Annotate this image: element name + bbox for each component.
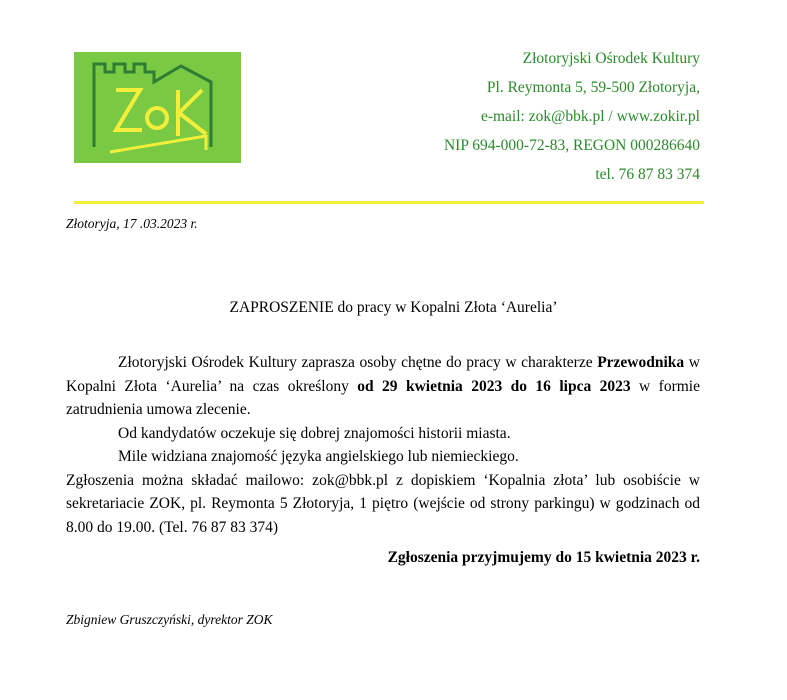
contact-block [444, 44, 700, 189]
p1-bold-role: Przewodnika [597, 354, 685, 371]
org-name: Złotoryjski Ośrodek Kultury [522, 50, 700, 67]
paragraph-applications: Zgłoszenia można składać mailowo: zok@bbk.pl z dopiskiem ‘Kopalnia złota’ lub osobiście w sekretariacie ZOK, pl. Reymonta 5 Złotoryja, 1 piętro (wejście od strony parkingu) w godzinach od 8.00 do 19.00. (Tel. 76 87 83 374) [66, 471, 700, 536]
zok-logo [74, 52, 241, 163]
letter-date: Złotoryja, 17 .03.2023 r. [66, 216, 198, 231]
header-divider [74, 201, 704, 204]
org-ids: NIP 694-000-72-83, REGON 000286640 [443, 137, 700, 154]
deadline: Zgłoszenia przyjmujemy do 15 kwietnia 2023 r. [387, 549, 700, 566]
p1-text-2: w Kopalni Złota ‘Aurelia’ na czas określony [66, 354, 700, 395]
org-phone: tel. 76 87 83 374 [595, 166, 700, 183]
letter-body [66, 351, 700, 570]
org-email-web: e-mail: zok@bbk.pl / www.zokir.pl [480, 108, 700, 125]
paragraph-requirements: Od kandydatów oczekuje się dobrej znajomości historii miasta. [118, 424, 511, 442]
paragraph-languages: Mile widziana znajomość języka angielskiego lub niemieckiego. [118, 448, 519, 465]
p1-text-1: Złotoryjski Ośrodek Kultury zaprasza osoby chętne do pracy w charakterze [118, 354, 598, 371]
p1-text-3: w formie zatrudnienia umowa zlecenie. [66, 377, 700, 418]
paragraph-offer [66, 351, 700, 422]
letter-title: ZAPROSZENIE do pracy w Kopalni Złota ‘Aurelia’ [229, 299, 558, 316]
zok-logo-graphic [74, 52, 241, 163]
p1-bold-period: od 29 kwietnia 2023 do 16 lipca 2023 [357, 377, 631, 395]
org-address: Pl. Reymonta 5, 59-500 Złotoryja, [486, 79, 700, 96]
signature: Zbigniew Gruszczyński, dyrektor ZOK [66, 612, 273, 627]
